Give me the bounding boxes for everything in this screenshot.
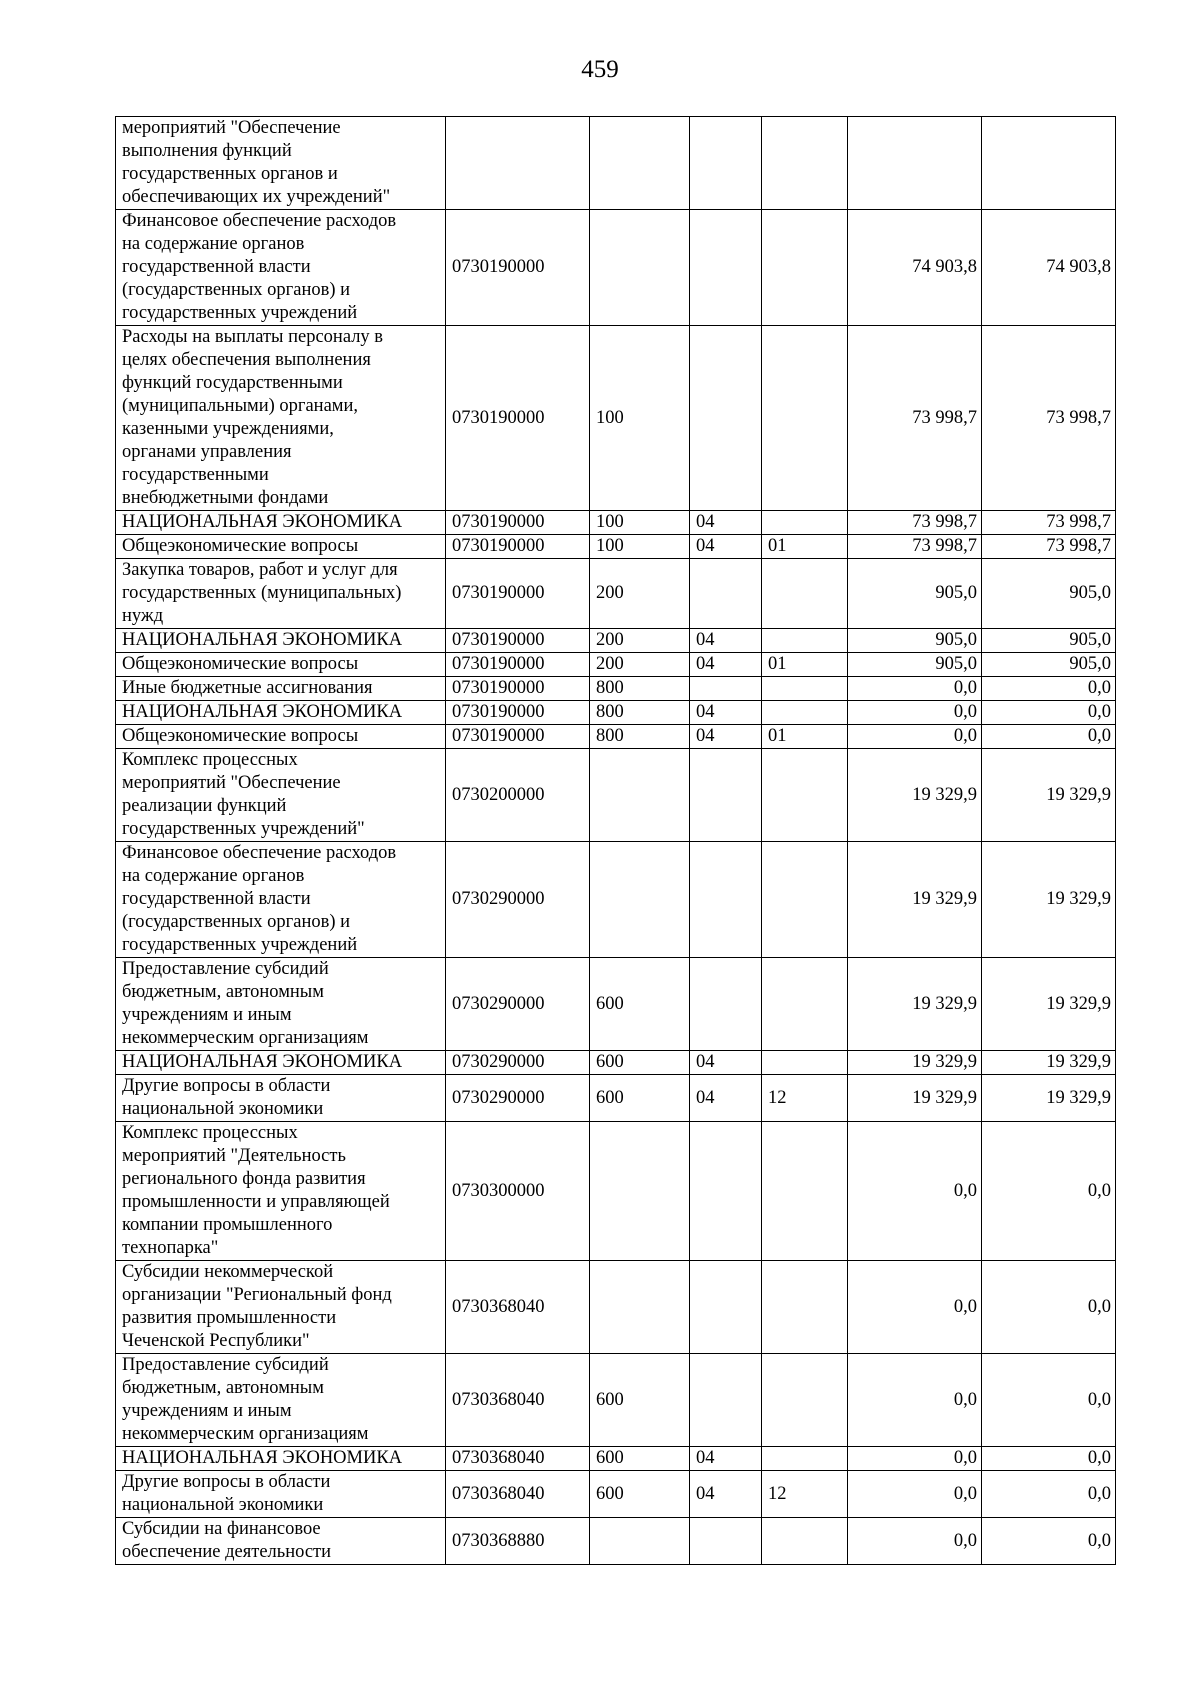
row-amount-year1-cell: 905,0 <box>848 653 982 677</box>
row-subsection-cell <box>762 1447 848 1471</box>
row-amount-year1-cell: 0,0 <box>848 1122 982 1261</box>
table-row <box>116 326 1116 511</box>
row-amount-year1-cell: 0,0 <box>848 1354 982 1447</box>
row-expense-type-cell: 600 <box>590 1447 690 1471</box>
row-amount-year1-cell: 19 329,9 <box>848 749 982 842</box>
row-target-code-cell: 0730190000 <box>446 701 590 725</box>
row-amount-year1-cell: 0,0 <box>848 701 982 725</box>
row-amount-year2-cell: 73 998,7 <box>982 535 1116 559</box>
row-amount-year2-cell <box>982 117 1116 210</box>
row-section-cell <box>690 842 762 958</box>
row-target-code-cell: 0730368040 <box>446 1471 590 1518</box>
table-row <box>116 1447 1116 1471</box>
row-amount-year2-cell: 73 998,7 <box>982 326 1116 511</box>
row-expense-type-cell <box>590 842 690 958</box>
row-amount-year2-cell: 74 903,8 <box>982 210 1116 326</box>
row-section-cell: 04 <box>690 535 762 559</box>
row-name-cell: НАЦИОНАЛЬНАЯ ЭКОНОМИКА <box>116 511 446 535</box>
page-number: 459 <box>581 56 619 83</box>
row-name-cell: Комплекс процессных мероприятий "Деятельность регионального фонда развития промышленности и управляющей компании промышленного технопарка" <box>116 1122 446 1261</box>
row-section-cell <box>690 210 762 326</box>
row-amount-year1-cell: 905,0 <box>848 629 982 653</box>
row-amount-year2-cell: 0,0 <box>982 677 1116 701</box>
row-section-cell <box>690 1518 762 1565</box>
row-subsection-cell <box>762 1518 848 1565</box>
row-expense-type-cell: 100 <box>590 535 690 559</box>
row-subsection-cell <box>762 701 848 725</box>
row-amount-year2-cell: 0,0 <box>982 725 1116 749</box>
row-expense-type-cell <box>590 1122 690 1261</box>
row-section-cell <box>690 117 762 210</box>
table-row <box>116 677 1116 701</box>
row-amount-year1-cell: 73 998,7 <box>848 326 982 511</box>
row-amount-year1-cell: 0,0 <box>848 677 982 701</box>
row-section-cell <box>690 1354 762 1447</box>
table-row <box>116 725 1116 749</box>
row-section-cell <box>690 677 762 701</box>
row-amount-year2-cell: 19 329,9 <box>982 1075 1116 1122</box>
row-amount-year2-cell: 19 329,9 <box>982 749 1116 842</box>
row-section-cell <box>690 326 762 511</box>
table-row <box>116 210 1116 326</box>
row-amount-year2-cell: 73 998,7 <box>982 511 1116 535</box>
row-subsection-cell <box>762 677 848 701</box>
row-amount-year1-cell: 19 329,9 <box>848 842 982 958</box>
table-row <box>116 653 1116 677</box>
row-target-code-cell: 0730290000 <box>446 958 590 1051</box>
row-expense-type-cell: 100 <box>590 326 690 511</box>
row-expense-type-cell: 800 <box>590 701 690 725</box>
row-name-cell: Субсидии некоммерческой организации "Региональный фонд развития промышленности Чеченской Республики" <box>116 1261 446 1354</box>
row-amount-year2-cell: 905,0 <box>982 629 1116 653</box>
row-amount-year1-cell: 19 329,9 <box>848 1051 982 1075</box>
row-expense-type-cell <box>590 210 690 326</box>
budget-table <box>115 116 1116 1565</box>
table-row <box>116 1075 1116 1122</box>
row-amount-year1-cell: 0,0 <box>848 1471 982 1518</box>
row-amount-year2-cell: 0,0 <box>982 701 1116 725</box>
row-target-code-cell: 0730190000 <box>446 677 590 701</box>
row-target-code-cell <box>446 117 590 210</box>
table-row <box>116 1122 1116 1261</box>
row-amount-year2-cell: 905,0 <box>982 559 1116 629</box>
row-target-code-cell: 0730368040 <box>446 1447 590 1471</box>
row-subsection-cell <box>762 326 848 511</box>
row-subsection-cell: 01 <box>762 653 848 677</box>
row-amount-year2-cell: 19 329,9 <box>982 958 1116 1051</box>
row-target-code-cell: 0730290000 <box>446 1051 590 1075</box>
row-subsection-cell <box>762 842 848 958</box>
row-amount-year2-cell: 0,0 <box>982 1447 1116 1471</box>
row-section-cell: 04 <box>690 1075 762 1122</box>
row-expense-type-cell: 600 <box>590 1075 690 1122</box>
row-target-code-cell: 0730190000 <box>446 210 590 326</box>
row-name-cell: Общеэкономические вопросы <box>116 535 446 559</box>
row-amount-year2-cell: 19 329,9 <box>982 842 1116 958</box>
row-amount-year1-cell: 0,0 <box>848 1447 982 1471</box>
table-row <box>116 1354 1116 1447</box>
row-subsection-cell <box>762 210 848 326</box>
row-target-code-cell: 0730368880 <box>446 1518 590 1565</box>
row-section-cell: 04 <box>690 1051 762 1075</box>
row-subsection-cell: 01 <box>762 725 848 749</box>
row-name-cell: мероприятий "Обеспечение выполнения функций государственных органов и обеспечивающих их учреждений" <box>116 117 446 210</box>
row-name-cell: НАЦИОНАЛЬНАЯ ЭКОНОМИКА <box>116 1051 446 1075</box>
row-subsection-cell <box>762 559 848 629</box>
row-section-cell <box>690 958 762 1051</box>
row-target-code-cell: 0730290000 <box>446 842 590 958</box>
row-section-cell: 04 <box>690 653 762 677</box>
row-expense-type-cell: 600 <box>590 1051 690 1075</box>
table-row <box>116 1471 1116 1518</box>
row-amount-year1-cell: 73 998,7 <box>848 535 982 559</box>
row-amount-year2-cell: 0,0 <box>982 1261 1116 1354</box>
row-name-cell: Закупка товаров, работ и услуг для государственных (муниципальных) нужд <box>116 559 446 629</box>
row-name-cell: Субсидии на финансовое обеспечение деятельности <box>116 1518 446 1565</box>
table-row <box>116 1518 1116 1565</box>
row-target-code-cell: 0730190000 <box>446 326 590 511</box>
row-name-cell: Финансовое обеспечение расходов на содержание органов государственной власти (государственных органов) и государственных учреждений <box>116 210 446 326</box>
row-amount-year2-cell: 19 329,9 <box>982 1051 1116 1075</box>
row-name-cell: Предоставление субсидий бюджетным, автономным учреждениям и иным некоммерческим организациям <box>116 958 446 1051</box>
row-amount-year1-cell: 19 329,9 <box>848 1075 982 1122</box>
row-expense-type-cell: 800 <box>590 677 690 701</box>
row-subsection-cell <box>762 1354 848 1447</box>
row-section-cell <box>690 1122 762 1261</box>
row-amount-year2-cell: 0,0 <box>982 1354 1116 1447</box>
row-name-cell: Другие вопросы в области национальной экономики <box>116 1075 446 1122</box>
row-expense-type-cell: 600 <box>590 1471 690 1518</box>
row-target-code-cell: 0730290000 <box>446 1075 590 1122</box>
row-amount-year2-cell: 0,0 <box>982 1518 1116 1565</box>
row-target-code-cell: 0730368040 <box>446 1261 590 1354</box>
row-amount-year2-cell: 0,0 <box>982 1122 1116 1261</box>
table-row <box>116 1261 1116 1354</box>
row-target-code-cell: 0730190000 <box>446 653 590 677</box>
row-amount-year1-cell <box>848 117 982 210</box>
row-name-cell: НАЦИОНАЛЬНАЯ ЭКОНОМИКА <box>116 629 446 653</box>
row-target-code-cell: 0730190000 <box>446 725 590 749</box>
row-subsection-cell <box>762 1122 848 1261</box>
row-section-cell: 04 <box>690 725 762 749</box>
row-name-cell: Финансовое обеспечение расходов на содержание органов государственной власти (государственных органов) и государственных учреждений <box>116 842 446 958</box>
row-amount-year1-cell: 73 998,7 <box>848 511 982 535</box>
table-row <box>116 958 1116 1051</box>
row-name-cell: НАЦИОНАЛЬНАЯ ЭКОНОМИКА <box>116 1447 446 1471</box>
table-row <box>116 559 1116 629</box>
row-subsection-cell: 12 <box>762 1471 848 1518</box>
row-amount-year1-cell: 19 329,9 <box>848 958 982 1051</box>
table-row <box>116 1051 1116 1075</box>
row-section-cell: 04 <box>690 511 762 535</box>
row-expense-type-cell: 800 <box>590 725 690 749</box>
row-name-cell: Общеэкономические вопросы <box>116 653 446 677</box>
row-name-cell: Комплекс процессных мероприятий "Обеспечение реализации функций государственных учреждений" <box>116 749 446 842</box>
row-name-cell: Предоставление субсидий бюджетным, автономным учреждениям и иным некоммерческим организациям <box>116 1354 446 1447</box>
row-name-cell: Расходы на выплаты персоналу в целях обеспечения выполнения функций государственными (муниципальными) органами, казенными учреждениями, органами управления государственными внебюджетными фондами <box>116 326 446 511</box>
row-section-cell: 04 <box>690 629 762 653</box>
row-subsection-cell: 01 <box>762 535 848 559</box>
row-amount-year1-cell: 0,0 <box>848 1261 982 1354</box>
row-subsection-cell <box>762 1261 848 1354</box>
row-name-cell: Иные бюджетные ассигнования <box>116 677 446 701</box>
row-target-code-cell: 0730190000 <box>446 559 590 629</box>
table-row <box>116 842 1116 958</box>
row-section-cell: 04 <box>690 701 762 725</box>
row-amount-year2-cell: 0,0 <box>982 1471 1116 1518</box>
row-amount-year1-cell: 0,0 <box>848 1518 982 1565</box>
table-row <box>116 749 1116 842</box>
row-subsection-cell <box>762 511 848 535</box>
row-expense-type-cell: 100 <box>590 511 690 535</box>
row-amount-year1-cell: 0,0 <box>848 725 982 749</box>
row-subsection-cell <box>762 749 848 842</box>
row-name-cell: НАЦИОНАЛЬНАЯ ЭКОНОМИКА <box>116 701 446 725</box>
row-name-cell: Общеэкономические вопросы <box>116 725 446 749</box>
row-expense-type-cell <box>590 117 690 210</box>
row-section-cell: 04 <box>690 1471 762 1518</box>
row-amount-year2-cell: 905,0 <box>982 653 1116 677</box>
row-subsection-cell <box>762 958 848 1051</box>
row-expense-type-cell: 600 <box>590 958 690 1051</box>
row-section-cell: 04 <box>690 1447 762 1471</box>
table-row <box>116 701 1116 725</box>
row-expense-type-cell <box>590 749 690 842</box>
row-section-cell <box>690 1261 762 1354</box>
row-expense-type-cell <box>590 1518 690 1565</box>
row-amount-year1-cell: 905,0 <box>848 559 982 629</box>
row-expense-type-cell: 200 <box>590 559 690 629</box>
table-row <box>116 535 1116 559</box>
table-row <box>116 117 1116 210</box>
row-amount-year1-cell: 74 903,8 <box>848 210 982 326</box>
row-target-code-cell: 0730190000 <box>446 629 590 653</box>
row-expense-type-cell <box>590 1261 690 1354</box>
row-subsection-cell: 12 <box>762 1075 848 1122</box>
row-expense-type-cell: 200 <box>590 629 690 653</box>
row-target-code-cell: 0730368040 <box>446 1354 590 1447</box>
row-section-cell <box>690 559 762 629</box>
row-expense-type-cell: 600 <box>590 1354 690 1447</box>
row-section-cell <box>690 749 762 842</box>
row-subsection-cell <box>762 1051 848 1075</box>
row-target-code-cell: 0730190000 <box>446 511 590 535</box>
row-target-code-cell: 0730300000 <box>446 1122 590 1261</box>
budget-table-body <box>116 117 1116 1565</box>
row-name-cell: Другие вопросы в области национальной экономики <box>116 1471 446 1518</box>
row-subsection-cell <box>762 117 848 210</box>
row-target-code-cell: 0730200000 <box>446 749 590 842</box>
row-subsection-cell <box>762 629 848 653</box>
table-row <box>116 629 1116 653</box>
row-expense-type-cell: 200 <box>590 653 690 677</box>
row-target-code-cell: 0730190000 <box>446 535 590 559</box>
table-row <box>116 511 1116 535</box>
